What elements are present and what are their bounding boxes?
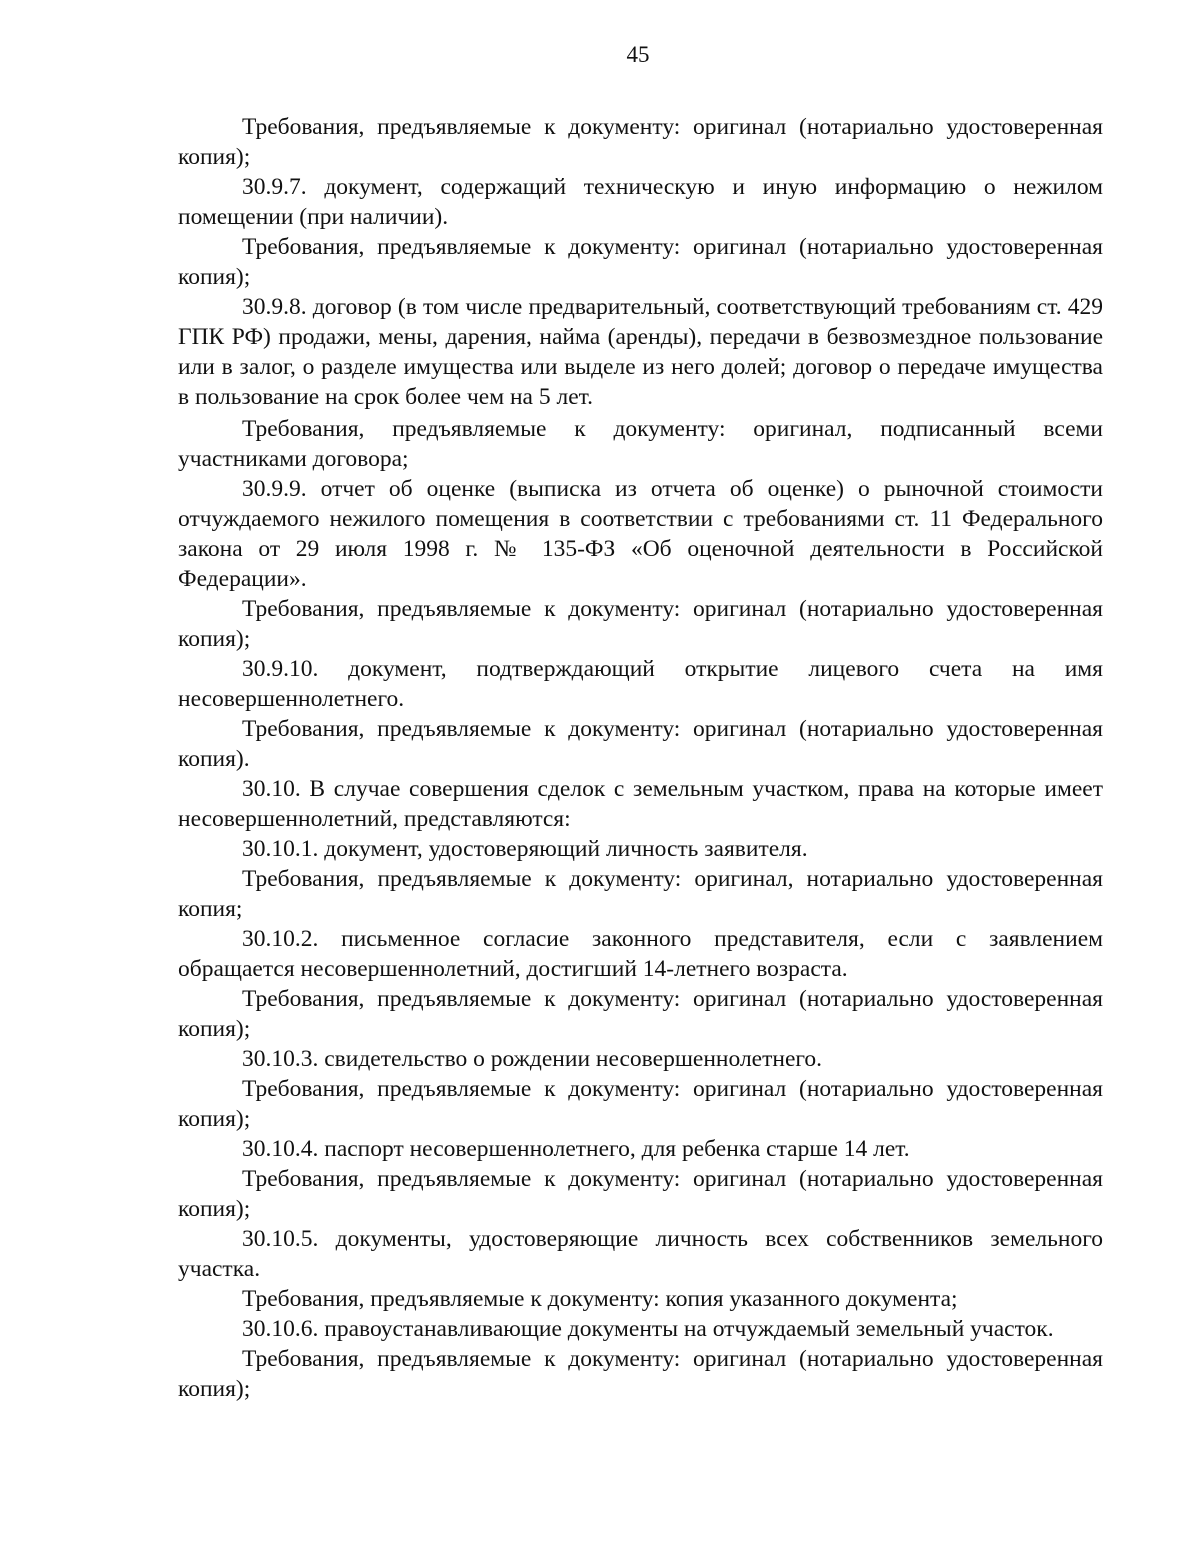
paragraph-requirements: Требования, предъявляемые к документу: оригинал (нотариально удостоверенная копия); — [178, 1076, 1103, 1132]
paragraph-requirements: Требования, предъявляемые к документу: оригинал, нотариально удостоверенная копия; — [178, 866, 1103, 922]
paragraph-requirements: Требования, предъявляемые к документу: оригинал (нотариально удостоверенная копия); — [178, 986, 1103, 1042]
paragraph-item-30-10-2: 30.10.2. письменное согласие законного представителя, если с заявлением обращается несовершеннолетний, достигший 14-летнего возраста. — [178, 926, 1103, 982]
document-body — [178, 112, 1103, 1404]
paragraph-requirements: Требования, предъявляемые к документу: оригинал (нотариально удостоверенная копия). — [178, 716, 1103, 772]
paragraph-item-30-10-5: 30.10.5. документы, удостоверяющие личность всех собственников земельного участка. — [178, 1226, 1103, 1282]
paragraph-item-30-10-6: 30.10.6. правоустанавливающие документы на отчуждаемый земельный участок. — [242, 1316, 1054, 1342]
paragraph-requirements: Требования, предъявляемые к документу: оригинал (нотариально удостоверенная копия); — [178, 114, 1103, 170]
page-number: 45 — [626, 42, 650, 67]
paragraph-requirements: Требования, предъявляемые к документу: оригинал (нотариально удостоверенная копия); — [178, 1166, 1103, 1222]
paragraph-requirements: Требования, предъявляемые к документу: копия указанного документа; — [242, 1286, 958, 1312]
paragraph-item-30-10-4: 30.10.4. паспорт несовершеннолетнего, для ребенка старше 14 лет. — [242, 1136, 910, 1162]
paragraph-item-30-9-10: 30.9.10. документ, подтверждающий открытие лицевого счета на имя несовершеннолетнего. — [178, 656, 1103, 712]
paragraph-item-30-9-8: 30.9.8. договор (в том числе предварительный, соответствующий требованиям ст. 429 ГПК РФ) продажи, мены, дарения, найма (аренды), передачи в безвозмездное пользование или в залог, о разделе имущества или выделе из него долей; договор о передаче имущества в пользование на срок более чем на 5 лет. — [178, 294, 1103, 410]
paragraph-item-30-10-1: 30.10.1. документ, удостоверяющий личность заявителя. — [242, 836, 808, 862]
paragraph-requirements: Требования, предъявляемые к документу: оригинал, подписанный всеми участниками договора; — [178, 416, 1103, 472]
paragraph-requirements: Требования, предъявляемые к документу: оригинал (нотариально удостоверенная копия); — [178, 1346, 1103, 1402]
paragraph-item-30-9-7: 30.9.7. документ, содержащий техническую и иную информацию о нежилом помещении (при наличии). — [178, 174, 1103, 230]
paragraph-item-30-10: 30.10. В случае совершения сделок с земельным участком, права на которые имеет несовершеннолетний, представляются: — [178, 776, 1103, 832]
paragraph-requirements: Требования, предъявляемые к документу: оригинал (нотариально удостоверенная копия); — [178, 596, 1103, 652]
paragraph-item-30-9-9: 30.9.9. отчет об оценке (выписка из отчета об оценке) о рыночной стоимости отчуждаемого нежилого помещения в соответствии с требованиями ст. 11 Федерального закона от 29 июля 1998 г. № 135-ФЗ «Об оценочной деятельности в Российской Федерации». — [178, 476, 1103, 592]
paragraph-requirements: Требования, предъявляемые к документу: оригинал (нотариально удостоверенная копия); — [178, 234, 1103, 290]
paragraph-item-30-10-3: 30.10.3. свидетельство о рождении несовершеннолетнего. — [242, 1046, 823, 1072]
